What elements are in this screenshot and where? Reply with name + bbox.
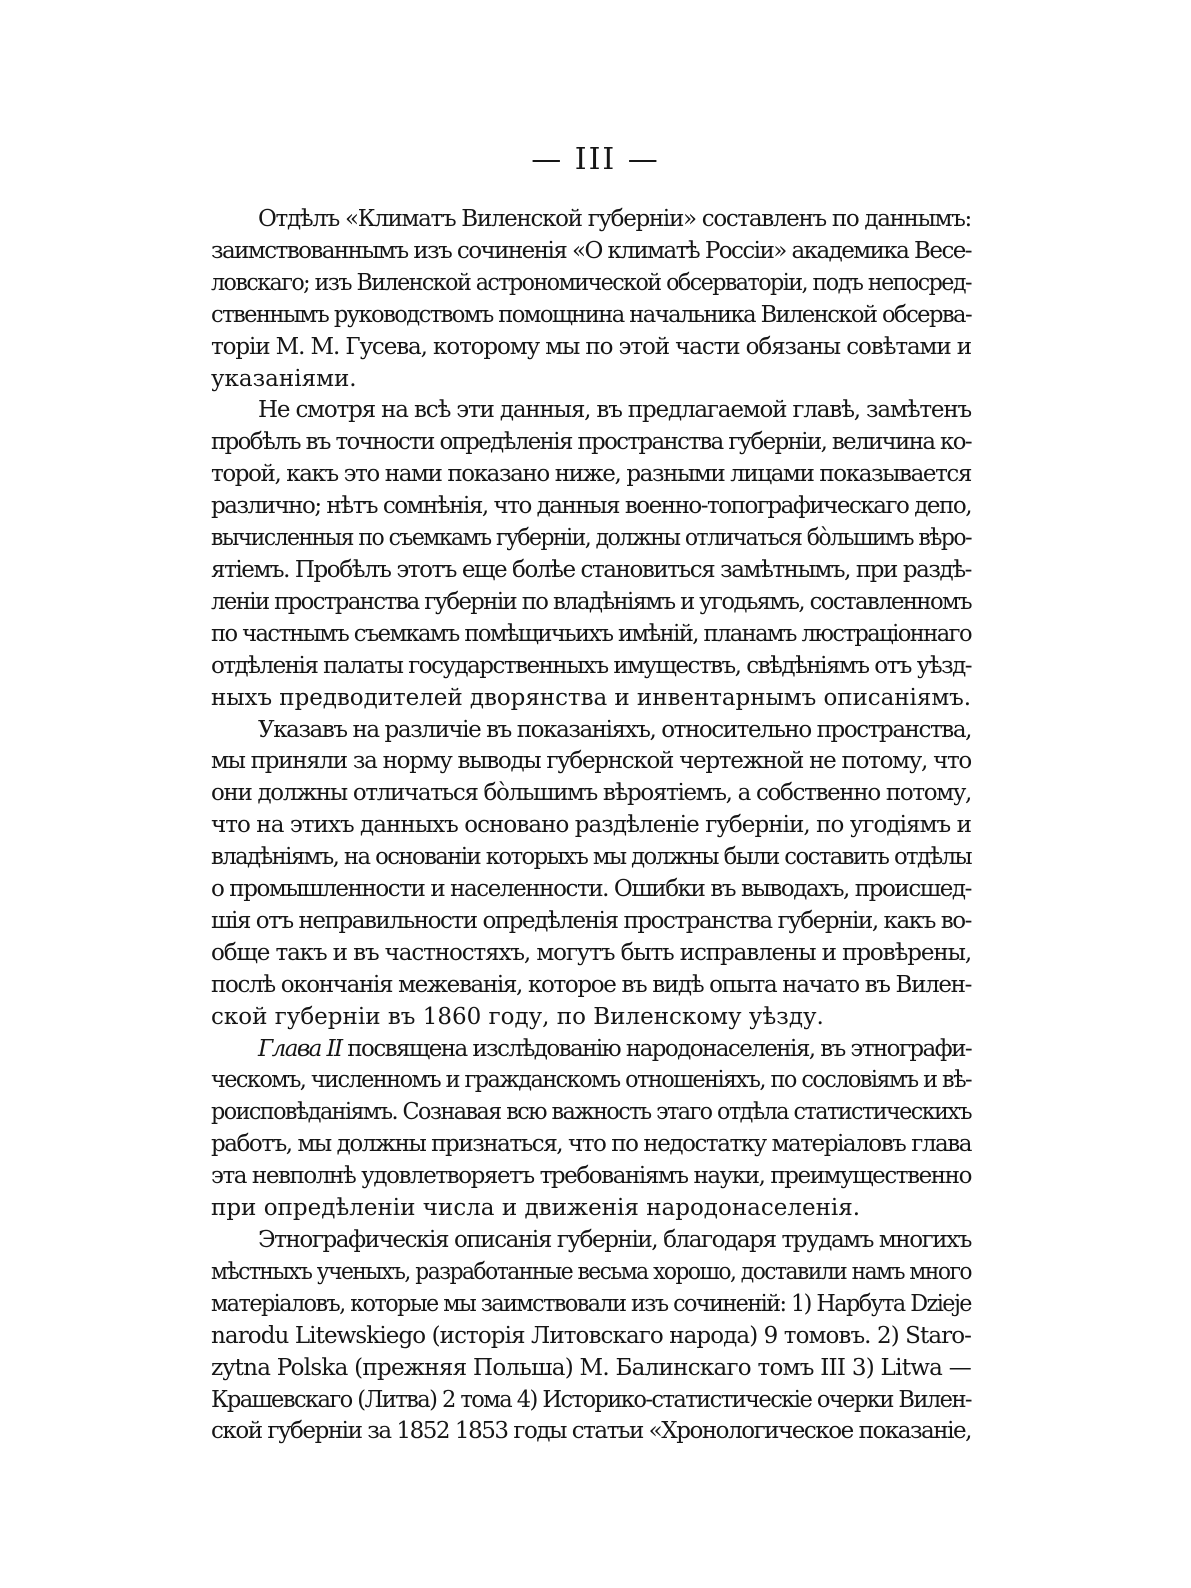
text-line: они должны отличаться бо̀льшимъ вѣроятіемъ, а собственно потому, xyxy=(211,780,972,807)
text-line: владѣніямъ, на основаніи которыхъ мы должны были составить отдѣлы xyxy=(211,844,971,871)
body-text xyxy=(211,204,971,1448)
text-line: ственнымъ руководствомъ помощнина начальника Виленской обсерва- xyxy=(211,301,972,328)
text-line: торой, какъ это нами показано ниже, разными лицами показывается xyxy=(211,461,972,488)
paragraph-chapter-two xyxy=(211,1034,971,1225)
text-line: ской губерніи за 1852 1853 годы статьи «Хронологическое показаніе, xyxy=(211,1418,972,1445)
paragraph-territory-gap xyxy=(211,395,971,714)
text-line: роисповѣданіямъ. Сознавая всю важность этаго отдѣла статистическихъ xyxy=(211,1099,972,1126)
text-line: zytna Polska (прежняя Польша) М. Балинскаго томъ III 3) Litwa — xyxy=(211,1354,971,1381)
page-number: — III — xyxy=(531,142,660,177)
text-line: о промышленности и населенности. Ошибки въ выводахъ, происшед- xyxy=(211,876,971,903)
text-line: по частнымъ съемкамъ помѣщичьихъ имѣній, планамъ люстраціоннаго xyxy=(211,620,971,647)
text-line: ловскаго; изъ Виленской астрономической обсерваторіи, подъ непосред- xyxy=(211,269,971,296)
text-line: послѣ окончанія межеванія, которое въ видѣ опыта начато въ Вилен- xyxy=(211,971,971,998)
text-line: обще такъ и въ частностяхъ, могутъ быть исправлены и провѣрены, xyxy=(211,939,972,966)
text-line: вычисленныя по съемкамъ губерніи, должны отличаться бо̀льшимъ вѣро- xyxy=(211,525,971,552)
text-line: мѣстныхъ ученыхъ, разработанные весьма хорошо, доставили намъ много xyxy=(211,1258,972,1285)
text-line: при опредѣленіи числа и движенія народонаселенія. xyxy=(211,1195,861,1222)
text-line: эта невполнѣ удовлетворяетъ требованіямъ науки, преимущественно xyxy=(211,1163,971,1190)
text-line: Указавъ на различіе въ показаніяхъ, относительно пространства, xyxy=(258,716,971,743)
text-line: различно; нѣтъ сомнѣнія, что данныя военно-топографическаго депо, xyxy=(211,493,972,520)
paragraph-ethnographic-sources xyxy=(211,1225,971,1448)
chapter-reference: Глава II xyxy=(258,1035,342,1062)
text-line: Крашевскаго (Литва) 2 тома 4) Историко-статистическіе очерки Вилен- xyxy=(211,1386,971,1413)
text-line: пробѣлъ въ точности опредѣленія пространства губерніи, величина ко- xyxy=(211,429,972,456)
text-line: шія отъ неправильности опредѣленія пространства губерніи, какъ во- xyxy=(211,907,972,934)
text-line: narodu Litewskiego (исторія Литовскаго народа) 9 томовъ. 2) Staro- xyxy=(211,1322,971,1349)
text-line: что на этихъ данныхъ основано раздѣленіе губерніи, по угодіямъ и xyxy=(211,812,971,839)
text-line: Отдѣлъ «Климатъ Виленской губерніи» составленъ по даннымъ: xyxy=(258,206,971,232)
text-line: ческомъ, численномъ и гражданскомъ отношеніяхъ, по сословіямъ и вѣ- xyxy=(211,1067,972,1094)
text-fragment: посвящена изслѣдованію народонаселенія, въ этнографи- xyxy=(341,1035,972,1062)
text-line: торіи М. М. Гусева, которому мы по этой части обязаны совѣтами и xyxy=(211,333,971,360)
text-line: матеріаловъ, которые мы заимствовали изъ сочиненій: 1) Нарбута Dzieje xyxy=(211,1290,971,1317)
text-line xyxy=(211,1034,971,1066)
paragraph-norm-choice xyxy=(211,715,971,1034)
text-line: отдѣленія палаты государственныхъ имуществъ, свѣдѣніямъ отъ уѣзд- xyxy=(211,652,971,679)
text-line: Не смотря на всѣ эти данныя, въ предлагаемой главѣ, замѣтенъ xyxy=(258,397,971,424)
text-line: ятіемъ. Пробѣлъ этотъ еще болѣе становиться замѣтнымъ, при раздѣ- xyxy=(211,556,972,583)
text-line: леніи пространства губерніи по владѣніямъ и угодьямъ, составленномъ xyxy=(211,588,971,615)
text-line: ныхъ предводителей дворянства и инвентарнымъ описаніямъ. xyxy=(211,684,971,711)
text-line: Этнографическія описанія губерніи, благодаря трудамъ многихъ xyxy=(258,1227,971,1253)
paragraph-climate-section xyxy=(211,204,971,395)
text-line: указаніями. xyxy=(211,365,357,392)
text-line: ской губерніи въ 1860 году, по Виленскому уѣзду. xyxy=(211,1003,824,1030)
text-line: заимствованнымъ изъ сочиненія «О климатѣ Россіи» академика Весе- xyxy=(211,237,972,264)
text-line: мы приняли за норму выводы губернской чертежной не потому, что xyxy=(211,748,971,775)
text-line: работъ, мы должны признаться, что по недостатку матеріаловъ глава xyxy=(211,1131,971,1158)
